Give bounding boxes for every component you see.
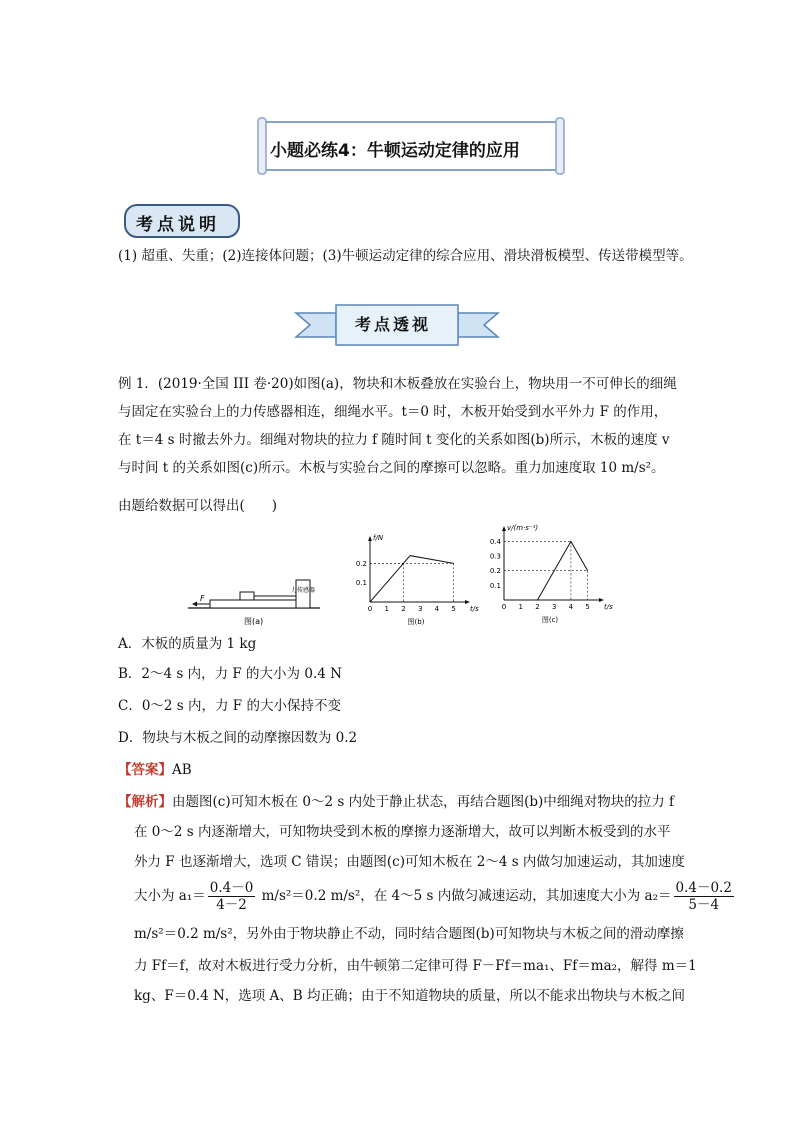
x-tick-label: 2 xyxy=(535,603,540,611)
example-line-1: 例 1．(2019·全国 III 卷·20)如图(a)，物块和木板叠放在实验台上，物块用一不可伸长的细绳 xyxy=(118,376,677,392)
analysis-line-2: 在 0～2 s 内逐渐增大，可知物块受到木板的摩擦力逐渐增大，故可以判断木板受到的水平 xyxy=(134,824,671,840)
analysis-tag: 【解析】 xyxy=(118,794,172,810)
board xyxy=(210,600,306,608)
x-axis-arrow xyxy=(465,600,470,604)
example-line-3: 在 t＝4 s 时撤去外力。细绳对物块的拉力 f 随时间 t 变化的关系如图(b)所示，木板的速度 v xyxy=(118,432,670,448)
figure-b-chart xyxy=(352,534,480,628)
analysis-line-4 xyxy=(134,876,736,916)
figure-c-chart xyxy=(486,520,613,628)
figure-caption: 图(b) xyxy=(407,618,425,626)
y-tick-label: 0.2 xyxy=(489,567,501,576)
x-tick-label: 1 xyxy=(384,605,389,613)
example-line-4: 与时间 t 的关系如图(c)所示。木板与实验台之间的摩擦可以忽略。重力加速度取 10 m/s²。 xyxy=(118,460,665,476)
option-b: B．2～4 s 内，力 F 的大小为 0.4 N xyxy=(118,666,342,682)
x-tick-label: 4 xyxy=(568,603,574,611)
fraction-a1: $\frac{0.4-0}{4-2}$ xyxy=(209,880,254,913)
y-tick-label: 0.3 xyxy=(489,552,501,561)
y-tick-label: 0.1 xyxy=(355,579,367,588)
series-line xyxy=(370,556,454,602)
figure-caption: 图(c) xyxy=(541,616,559,624)
figure-a-caption: 图(a) xyxy=(244,617,264,626)
y-axis-arrow xyxy=(502,526,506,531)
option-d: D．物块与木板之间的动摩擦因数为 0.2 xyxy=(118,730,358,746)
option-a: A．木板的质量为 1 kg xyxy=(118,636,257,652)
x-tick-label: 5 xyxy=(585,603,590,611)
fraction-a2: $\frac{0.4-0.2}{5-4}$ xyxy=(675,880,732,913)
analysis-line-7: kg、F＝0.4 N，选项 A、B 均正确；由于不知道物块的质量，所以不能求出物块与木板之间 xyxy=(134,988,686,1004)
analysis-text-4a: 大小为 a₁＝ xyxy=(134,888,206,904)
figure-a xyxy=(184,566,324,628)
block xyxy=(240,592,254,600)
x-tick-label: 3 xyxy=(551,603,557,611)
force-arrowhead xyxy=(192,602,197,607)
analysis-text-4b: m/s²＝0.2 m/s²，在 4～5 s 内做匀减速运动，其加速度大小为 a₂＝ xyxy=(257,888,672,904)
x-tick-label: 0 xyxy=(367,605,373,613)
x-axis-label: t/s xyxy=(604,603,613,611)
y-tick-label: 0.1 xyxy=(489,581,501,590)
force-label: F xyxy=(200,594,205,603)
y-axis-label: v/(m·s⁻¹) xyxy=(507,524,539,532)
y-axis-label: f/N xyxy=(373,534,384,542)
x-tick-label: 3 xyxy=(417,605,423,613)
sensor-label: 力传感器 xyxy=(290,587,316,594)
analysis-line-5: m/s²＝0.2 m/s²，另外由于物块静止不动，同时结合题图(b)可知物块与木板之间的滑动摩擦 xyxy=(134,926,684,942)
analysis-line-1 xyxy=(118,792,674,812)
section-ribbon-label: 考点透视 xyxy=(355,315,432,334)
x-tick-label: 0 xyxy=(501,603,507,611)
example-line-2: 与固定在实验台上的力传感器相连，细绳水平。t＝0 时，木板开始受到水平外力 F 的作用， xyxy=(118,404,668,420)
x-tick-label: 2 xyxy=(401,605,406,613)
analysis-text-1: 由题图(c)可知木板在 0～2 s 内处于静止状态，再结合题图(b)中细绳对物块的拉力 f xyxy=(172,794,675,810)
y-axis-arrow xyxy=(368,536,372,541)
y-tick-label: 0.2 xyxy=(355,559,367,568)
x-axis-label: t/s xyxy=(470,605,479,613)
x-tick-label: 4 xyxy=(434,605,440,613)
force-sensor xyxy=(296,580,310,608)
answer-line xyxy=(118,760,192,780)
analysis-line-6: 力 Ff＝f，故对木板进行受力分析，由牛顿第二定律可得 F－Ff＝ma₁、Ff＝ma₂，解得 m＝1 xyxy=(134,958,697,974)
option-c: C．0～2 s 内，力 F 的大小保持不变 xyxy=(118,698,341,714)
x-tick-label: 5 xyxy=(451,605,456,613)
y-tick-label: 0.4 xyxy=(489,537,501,546)
x-axis-arrow xyxy=(599,598,604,602)
analysis-line-3: 外力 F 也逐渐增大，选项 C 错误；由题图(c)可知木板在 2～4 s 内做匀加速运动，其加速度 xyxy=(134,854,685,870)
answer-tag: 【答案】 xyxy=(118,762,172,778)
section-badge-label: 考点说明 xyxy=(136,215,220,235)
example-line-5: 由题给数据可以得出( ) xyxy=(118,498,278,514)
page-title: 小题必练4：牛顿运动定律的应用 xyxy=(270,141,520,161)
x-tick-label: 1 xyxy=(518,603,523,611)
section1-text: (1) 超重、失重；(2)连接体问题；(3)牛顿运动定律的综合应用、滑块滑板模型、传送带模型等。 xyxy=(118,248,693,264)
answer-value: AB xyxy=(172,762,192,778)
